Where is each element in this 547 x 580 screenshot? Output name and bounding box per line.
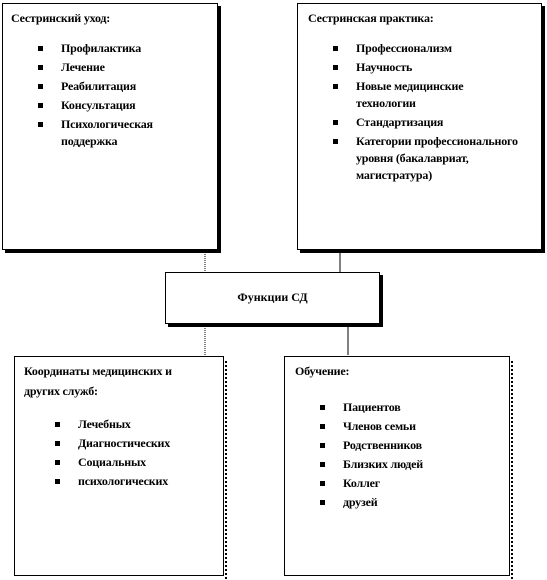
list-item: Близких людей — [320, 456, 500, 473]
list-item: Диагностических — [55, 435, 220, 452]
list-item: Профилактика — [38, 40, 208, 57]
list-item: Лечение — [38, 59, 208, 76]
bullet-icon — [320, 500, 325, 505]
list-item: Консультация — [38, 97, 208, 114]
bullet-icon — [320, 443, 325, 448]
list-item: Стандартизация — [333, 114, 538, 131]
list-item: Профессионализм — [333, 40, 538, 57]
list-item: Пациентов — [320, 399, 500, 416]
bullet-list — [320, 399, 500, 513]
box-education — [284, 356, 510, 576]
bullet-icon — [333, 65, 338, 70]
list-item: Членов семьи — [320, 418, 500, 435]
bullet-icon — [333, 84, 338, 89]
bullet-icon — [38, 46, 43, 51]
bullet-icon — [333, 139, 338, 144]
center-title: Функции СД — [237, 290, 308, 304]
bullet-icon — [38, 103, 43, 108]
bullet-icon — [333, 46, 338, 51]
bullet-icon — [320, 405, 325, 410]
bullet-icon — [38, 84, 43, 89]
list-item: Реабилитация — [38, 78, 208, 95]
bullet-icon — [55, 422, 60, 427]
list-item: Социальных — [55, 454, 220, 471]
list-item: психологических — [55, 473, 220, 490]
box-title: Сестринский уход: — [11, 11, 111, 25]
list-item: Категории профессионального уровня (бакалавриат, магистратура) — [333, 133, 541, 184]
bullet-list — [38, 40, 208, 152]
box-functions-center — [165, 272, 380, 324]
list-item: Научность — [333, 59, 538, 76]
bullet-icon — [320, 424, 325, 429]
box-coordination — [14, 356, 224, 576]
bullet-icon — [55, 441, 60, 446]
list-item: Коллег — [320, 475, 500, 492]
list-item: Лечебных — [55, 416, 220, 433]
list-item: Новые медицинские технологии — [333, 78, 486, 112]
box-nursing-practice — [297, 3, 542, 250]
list-item: Психологическая поддержка — [38, 116, 181, 150]
box-title: Координаты медицинских и — [24, 364, 172, 378]
box-nursing-care — [2, 3, 218, 250]
bullet-icon — [38, 122, 43, 127]
list-item: Родственников — [320, 437, 500, 454]
list-item: друзей — [320, 494, 500, 511]
bullet-icon — [38, 65, 43, 70]
bullet-icon — [333, 120, 338, 125]
bullet-list — [333, 40, 538, 186]
box-title: Сестринская практика: — [308, 11, 434, 25]
bullet-icon — [55, 479, 60, 484]
bullet-icon — [320, 481, 325, 486]
box-title: Обучение: — [295, 364, 350, 378]
box-title-line2: других служб: — [24, 384, 98, 398]
bullet-icon — [55, 460, 60, 465]
bullet-icon — [320, 462, 325, 467]
bullet-list — [55, 416, 220, 492]
